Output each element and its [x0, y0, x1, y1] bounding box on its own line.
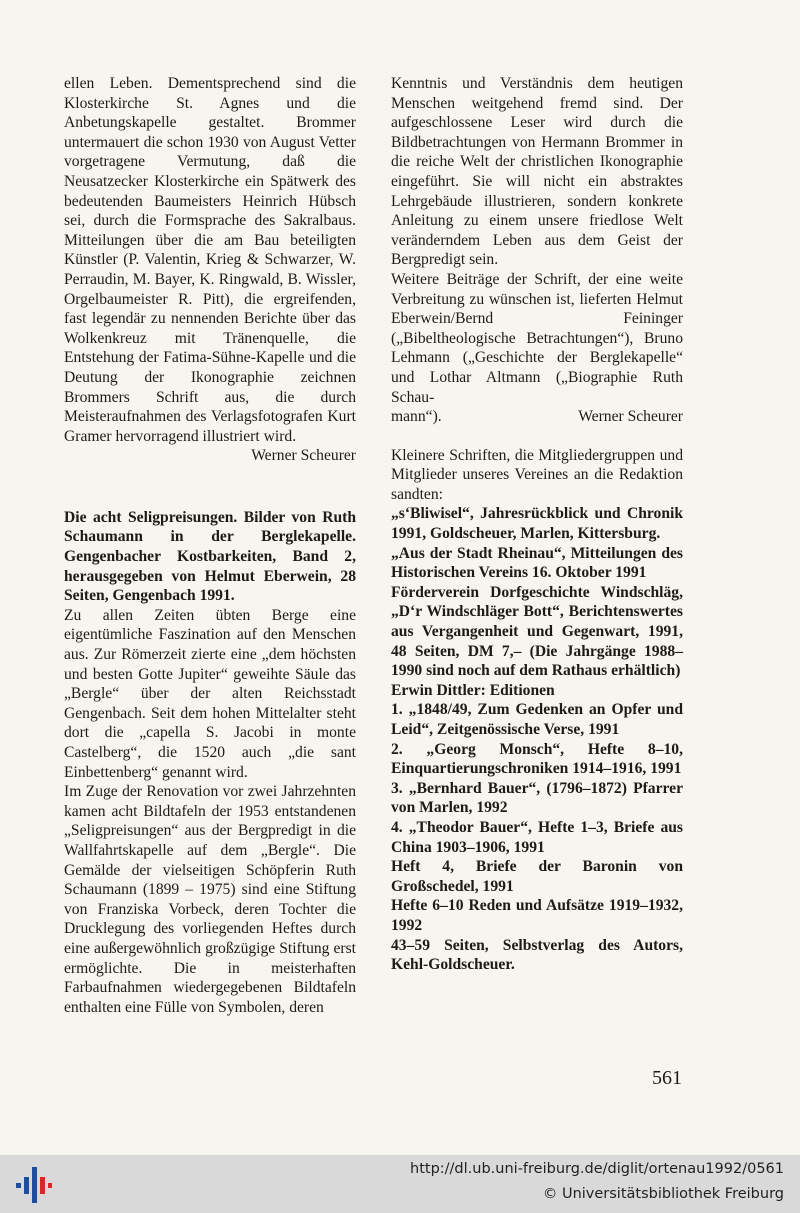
- list-item: Erwin Dittler: Editionen: [391, 681, 555, 699]
- page-number: 561: [652, 1067, 682, 1089]
- list-item: 1. „1848/49, Zum Gedenken an Opfer und Leid“, Zeitgenössische Verse, 1991: [391, 701, 683, 738]
- list-item: Förderverein Dorfgeschichte Windschläg, „D‘r Windschläger Bott“, Berichtenswertes aus Vergangenheit und Gegenwart, 1991, 48 Seiten, DM 7,– (Die Jahrgänge 1988–1990 sind noch auf dem Rathaus erhältlich): [391, 583, 683, 680]
- right-column: [391, 74, 683, 975]
- right-paragraph-2-end: mann“).: [391, 408, 442, 426]
- list-item: 2. „Georg Monsch“, Hefte 8–10, Einquartierungschroniken 1914–1916, 1991: [391, 740, 683, 778]
- list-item: Hefte 6–10 Reden und Aufsätze 1919–1932, 1992: [391, 897, 683, 934]
- document-url-link[interactable]: http://dl.ub.uni-freiburg.de/diglit/ortenau1992/0561: [410, 1161, 784, 1177]
- left-paragraph-3: Im Zuge der Renovation vor zwei Jahrzehnten kamen acht Bildtafeln der 1953 entstandenen „Seligpreisungen“ aus der Bergpredigt in die Wallfahrtskapelle auf dem „Bergle“. Die Gemälde der vielseitigen Schöpferin Ruth Schaumann (1899 – 1975) sind eine Stiftung von Franziska Vorbeck, deren Tochter die Drucklegung des vorliegenden Heftes durch eine außergewöhnlich großzügige Stiftung erst ermöglichte. Die in meisterhaften Farbaufnahmen wiedergegebenen Bildtafeln enthalten eine Fülle von Symbolen, deren: [64, 783, 356, 1016]
- ub-freiburg-logo-icon: [14, 1165, 54, 1205]
- list-item: 3. „Bernhard Bauer“, (1796–1872) Pfarrer von Marlen, 1992: [391, 779, 683, 817]
- right-paragraph-2: Weitere Beiträge der Schrift, der eine weite Verbreitung zu wünschen ist, lieferten Helmut Eberwein/Bernd Feininger („Bibeltheologische Betrachtungen“), Bruno Lehmann („Geschichte der Berglekapelle“ und Lothar Altmann („Biographie Ruth Schau-: [391, 270, 683, 406]
- right-paragraph-1: Kenntnis und Verständnis dem heutigen Menschen weitgehend fremd sind. Der aufgeschlossene Leser wird durch die Bildbetrachtungen von Hermann Brommer in die reiche Welt der christlichen Ikonographie eingeführt. Sie will nicht ein abstraktes Lehrgebäude illustrieren, sondern konkrete Anleitung zu einem unsere friedlose Welt veränderndem Leben aus dem Geist der Bergpredigt sein.: [391, 75, 683, 269]
- left-paragraph-1: ellen Leben. Dementsprechend sind die Klosterkirche St. Agnes und die Anbetungskapelle gestaltet. Brommer untermauert die schon 1930 von August Vetter vorgetragene Vermutung, daß die Neusatzecker Klosterkirche ein Spätwerk des bedeutenden Baumeisters Heinrich Hübsch sei, durch die Formsprache des Sakralbaus. Mitteilungen über die am Bau beteiligten Künstler (P. Valentin, Krieg & Schwarzer, W. Perraudin, M. Bayer, K. Ringwald, B. Wissler, Orgelbaumeister R. Pitt), die ergreifenden, fast legendär zu nennenden Berichte über das Wolkenkreuz mit Tränenquelle, die Entstehung der Fatima-Sühne-Kapelle und die Deutung der Ikonographie zeichnen Brommers Schrift aus, die durch Meisteraufnahmen des Verlagsfotografen Kurt Gramer hervorragend illustriert wird.: [64, 75, 356, 445]
- list-item: „Aus der Stadt Rheinau“, Mitteilungen des Historischen Vereins 16. Oktober 1991: [391, 544, 683, 582]
- review-heading: Die acht Seligpreisungen. Bilder von Ruth Schaumann in der Berglekapelle. Gengenbacher Kostbarkeiten, Band 2, herausgegeben von Helmut Eberwein, 28 Seiten, Gengenbach 1991.: [64, 508, 356, 605]
- list-item: 43–59 Seiten, Selbstverlag des Autors, Kehl-Goldscheuer.: [391, 936, 683, 974]
- left-signature: Werner Scheurer: [251, 447, 356, 465]
- footer-bar: [0, 1155, 800, 1213]
- right-signature-line: [391, 407, 683, 427]
- list-item: „s‘Bliwisel“, Jahresrückblick und Chronik 1991, Goldscheuer, Marlen, Kittersburg.: [391, 505, 683, 543]
- list-item: 4. „Theodor Bauer“, Hefte 1–3, Briefe aus China 1903–1906, 1991: [391, 818, 683, 856]
- list-item: Heft 4, Briefe der Baronin von Großschedel, 1991: [391, 858, 683, 895]
- small-publications-intro: Kleinere Schriften, die Mitgliedergruppen und Mitglieder unseres Vereines an die Redaktion sandten:: [391, 446, 683, 503]
- copyright-notice: © Universitätsbibliothek Freiburg: [542, 1186, 784, 1202]
- left-paragraph-2: Zu allen Zeiten übten Berge eine eigentümliche Faszination auf den Menschen aus. Zur Römerzeit zierte eine „dem höchsten und besten Gotte Jupiter“ geweihte Säule das „Bergle“ über der alten Reichsstadt Gengenbach. Seit dem hohen Mittelalter steht dort die „capella S. Jacobi in monte Castelberg“, die 1520 auch „die sant Einbettenberg“ genannt wird.: [64, 606, 356, 781]
- right-signature: Werner Scheurer: [578, 408, 683, 426]
- left-column: [64, 74, 356, 1017]
